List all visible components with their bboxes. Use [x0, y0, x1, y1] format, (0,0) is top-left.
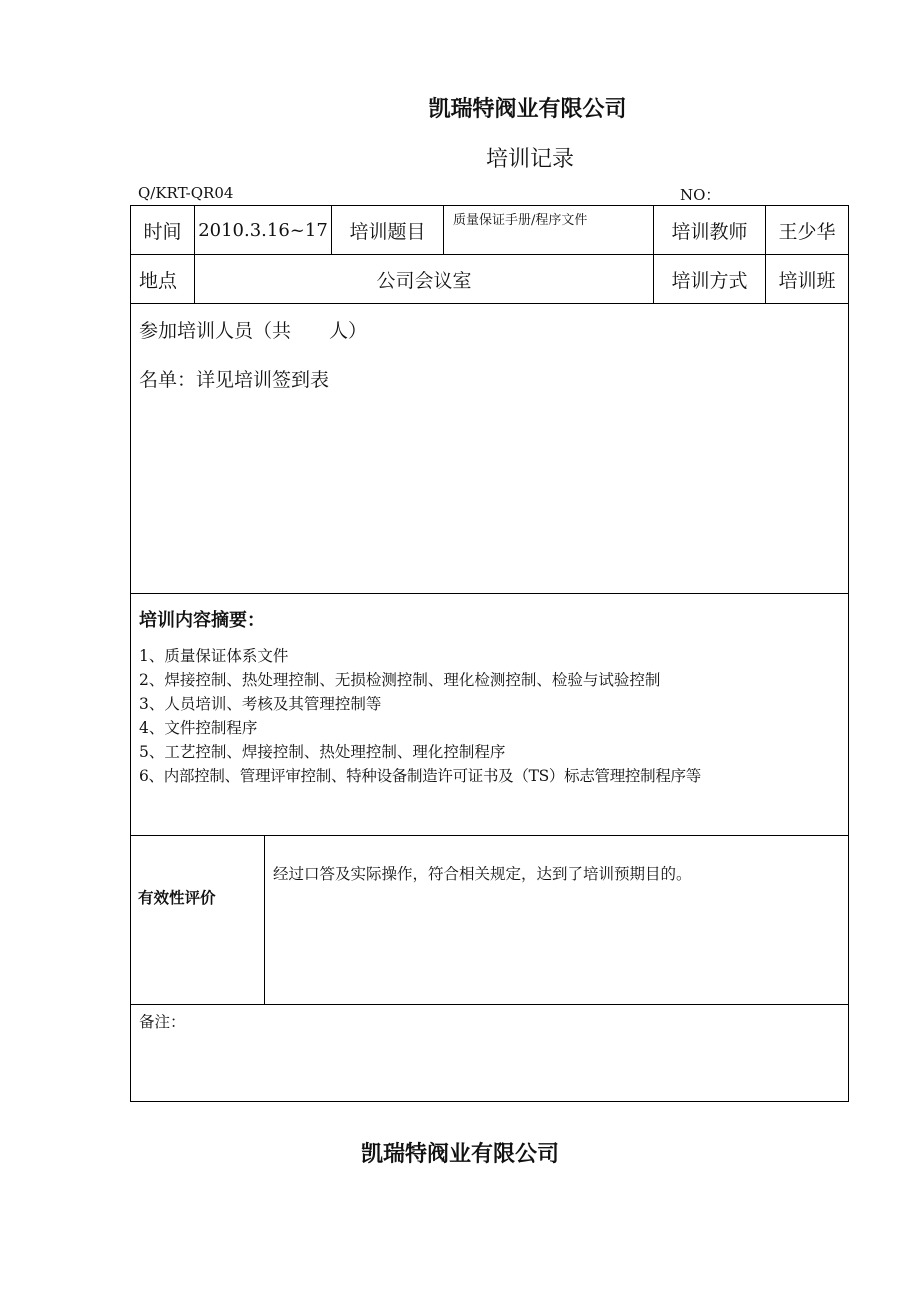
participants-count: 参加培训人员（共 人） [139, 320, 368, 342]
table-divider [264, 835, 265, 1005]
summary-item: 5、工艺控制、焊接控制、热处理控制、理化控制程序 [139, 743, 506, 761]
document-title: 培训记录 [485, 147, 574, 172]
evaluation-text: 经过口答及实际操作，符合相关规定，达到了培训预期目的。 [273, 865, 692, 883]
time-value: 2010.3.16~17 [198, 219, 328, 241]
table-divider [130, 835, 849, 836]
table-divider [130, 303, 849, 304]
summary-item: 4、文件控制程序 [139, 719, 258, 737]
topic-label: 培训题目 [349, 220, 426, 243]
method-label: 培训方式 [671, 269, 748, 292]
summary-heading: 培训内容摘要： [139, 610, 265, 631]
summary-item: 3、人员培训、考核及其管理控制等 [139, 695, 382, 713]
table-border-right [848, 205, 849, 1102]
topic-value: 质量保证手册/程序文件 [453, 213, 588, 228]
method-value: 培训班 [778, 269, 836, 292]
summary-item: 2、焊接控制、热处理控制、无损检测控制、理化检测控制、检验与试验控制 [139, 671, 661, 689]
time-label: 时间 [143, 220, 182, 243]
company-title: 凯瑞特阀业有限公司 [428, 97, 627, 122]
table-border-bottom [130, 1101, 849, 1102]
table-divider [443, 205, 444, 254]
evaluation-label: 有效性评价 [138, 889, 216, 907]
footer-company: 凯瑞特阀业有限公司 [360, 1142, 559, 1167]
table-divider [130, 593, 849, 594]
document-number-label: NO： [680, 186, 721, 204]
table-divider [130, 1004, 849, 1005]
table-border-left [130, 205, 131, 1102]
teacher-value: 王少华 [778, 220, 836, 243]
summary-item: 6、内部控制、管理评审控制、特种设备制造许可证书及（TS）标志管理控制程序等 [139, 767, 701, 785]
place-label: 地点 [139, 269, 178, 292]
place-value: 公司会议室 [376, 269, 472, 292]
participants-list: 名单：详见培训签到表 [139, 369, 330, 391]
summary-item: 1、质量保证体系文件 [139, 647, 289, 665]
remarks-label: 备注： [139, 1013, 186, 1031]
document-code: Q/KRT-QR04 [138, 184, 234, 202]
teacher-label: 培训教师 [671, 220, 748, 243]
